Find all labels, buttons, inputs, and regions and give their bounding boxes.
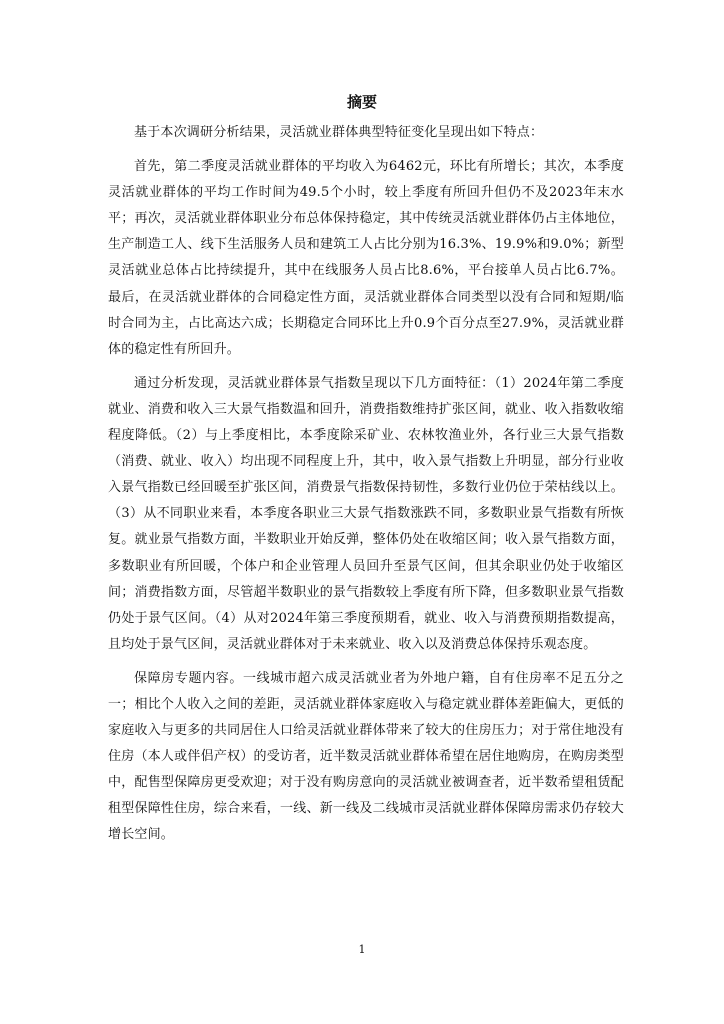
- abstract-body: [108, 120, 624, 857]
- paragraph-intro: 基于本次调研分析结果，灵活就业群体典型特征变化呈现出如下特点：: [134, 125, 544, 140]
- paragraph-sentiment-index: 通过分析发现，灵活就业群体景气指数呈现以下几方面特征：（1）2024年第二季度就业、消费和收入三大景气指数温和回升，消费指数维持扩张区间，就业、收入指数收缩程度降低。（2）与上季度相比，本季度除采矿业、农林牧渔业外，各行业三大景气指数（消费、就业、收入）均出现不同程度上升，其中，收入景气指数上升明显，部分行业收入景气指数已经回暖至扩张区间，消费景气指数保持韧性，多数行业仍位于荣枯线以上。（3）从不同职业来看，本季度各职业三大景气指数涨跌不同，多数职业景气指数有所恢复。就业景气指数方面，半数职业开始反弹，整体仍处在收缩区间；收入景气指数方面，多数职业有所回暖，个体户和企业管理人员回升至景气区间，但其余职业仍处于收缩区间；消费指数方面，尽管超半数职业的景气指数较上季度有所下降，但多数职业景气指数仍处于景气区间。（4）从对2024年第三季度预期看，就业、收入与消费预期指数提高，且均处于景气区间，灵活就业群体对于未来就业、收入以及消费总体保持乐观态度。: [108, 375, 624, 652]
- paragraph-housing-topic: 保障房专题内容。一线城市超六成灵活就业者为外地户籍，自有住房率不足五分之一；相比个人收入之间的差距，灵活就业群体家庭收入与稳定就业群体差距偏大，更低的家庭收入与更多的共同居住人口给灵活就业群体带来了较大的住房压力；对于常住地没有住房（本人或伴侣产权）的受访者，近半数灵活就业群体希望在居住地购房，在购房类型中，配售型保障房更受欢迎；对于没有购房意向的灵活就业被调查者，近半数希望租赁配租型保障性住房，综合来看，一线、新一线及二线城市灵活就业群体保障房需求仍存较大增长空间。: [108, 670, 624, 843]
- paragraph-characteristics: 首先，第二季度灵活就业群体的平均收入为6462元，环比有所增长；其次，本季度灵活就业群体的平均工作时间为49.5个小时，较上季度有所回升但仍不及2023年末水平；再次，灵活就业群体职业分布总体保持稳定，其中传统灵活就业群体仍占主体地位，生产制造工人、线下生活服务人员和建筑工人占比分别为16.3%、19.9%和9.0%；新型灵活就业总体占比持续提升，其中在线服务人员占比8.6%，平台接单人员占比6.7%。最后，在灵活就业群体的合同稳定性方面，灵活就业群体合同类型以没有合同和短期/临时合同为主，占比高达六成；长期稳定合同环比上升0.9个百分点至27.9%，灵活就业群体的稳定性有所回升。: [108, 159, 624, 357]
- page-number: 1: [358, 943, 366, 956]
- abstract-title: 摘要: [346, 93, 377, 111]
